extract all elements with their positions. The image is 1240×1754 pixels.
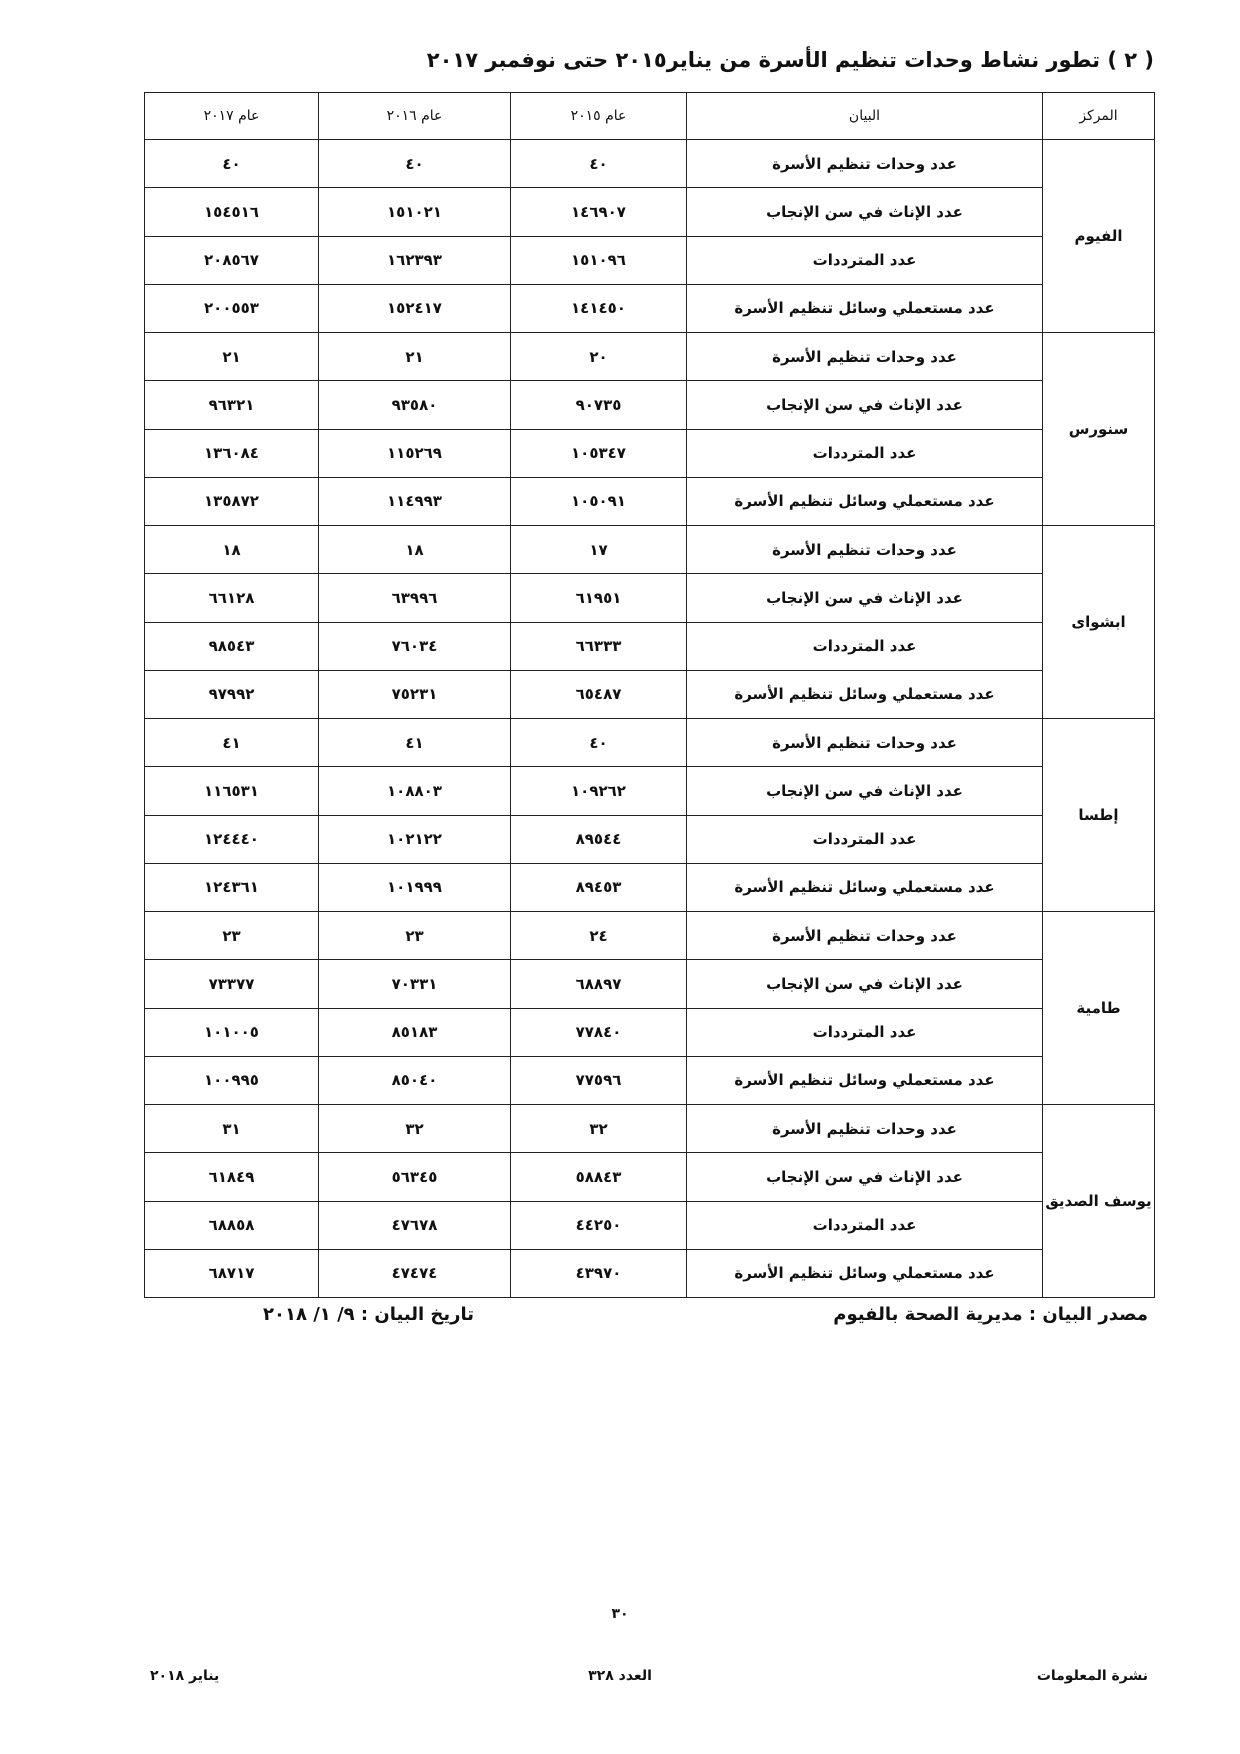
value-cell: ٤٠ [511,719,687,767]
value-cell: ٨٥١٨٣ [319,1008,511,1056]
table-row [145,477,1155,525]
indicator-cell: عدد الإناث في سن الإنجاب [687,1153,1043,1201]
value-cell: ٤٧٦٧٨ [319,1201,511,1249]
value-cell: ١٤٦٩٠٧ [511,188,687,236]
center-name-cell: سنورس [1043,333,1155,526]
indicator-cell: عدد وحدات تنظيم الأسرة [687,719,1043,767]
value-cell: ٢١ [145,333,319,381]
table-body [145,140,1155,1298]
indicator-cell: عدد وحدات تنظيم الأسرة [687,1105,1043,1153]
value-cell: ٤٣٩٧٠ [511,1249,687,1297]
table-row [145,381,1155,429]
column-header: عام ٢٠١٧ [145,93,319,140]
table-row [145,1153,1155,1201]
value-cell: ١٣٦٠٨٤ [145,429,319,477]
table-row [145,670,1155,718]
table-row [145,574,1155,622]
value-cell: ٢٠٠٥٥٣ [145,284,319,332]
indicator-cell: عدد المترددات [687,236,1043,284]
value-cell: ١٥١٠٢١ [319,188,511,236]
table-row [145,1249,1155,1297]
center-name-cell: يوسف الصديق [1043,1105,1155,1298]
table-header-row [145,93,1155,140]
value-cell: ٧٣٣٧٧ [145,960,319,1008]
data-date-note: تاريخ البيان : ٩/ ١/ ٢٠١٨ [263,1304,474,1325]
table-row [145,960,1155,1008]
value-cell: ١١٦٥٣١ [145,767,319,815]
value-cell: ٢٣ [319,912,511,960]
value-cell: ٦٦٣٣٣ [511,622,687,670]
value-cell: ٥٨٨٤٣ [511,1153,687,1201]
table-row [145,236,1155,284]
value-cell: ٦٨٨٥٨ [145,1201,319,1249]
table-row [145,815,1155,863]
table-row [145,188,1155,236]
value-cell: ٦٨٧١٧ [145,1249,319,1297]
value-cell: ١٨ [319,526,511,574]
indicator-cell: عدد وحدات تنظيم الأسرة [687,333,1043,381]
indicator-cell: عدد وحدات تنظيم الأسرة [687,140,1043,188]
indicator-cell: عدد مستعملي وسائل تنظيم الأسرة [687,863,1043,911]
value-cell: ١٦٢٣٩٣ [319,236,511,284]
value-cell: ٢٠٨٥٦٧ [145,236,319,284]
value-cell: ١٠٥٣٤٧ [511,429,687,477]
center-name-cell: طامية [1043,912,1155,1105]
value-cell: ١٧ [511,526,687,574]
table-row [145,333,1155,381]
value-cell: ٧٧٨٤٠ [511,1008,687,1056]
value-cell: ١٥٢٤١٧ [319,284,511,332]
center-name-cell: ابشواى [1043,526,1155,719]
indicator-cell: عدد المترددات [687,622,1043,670]
footer-month: يناير ٢٠١٨ [150,1668,220,1684]
center-name-cell: إطسا [1043,719,1155,912]
value-cell: ٦١٩٥١ [511,574,687,622]
indicator-cell: عدد المترددات [687,1008,1043,1056]
indicator-cell: عدد المترددات [687,815,1043,863]
value-cell: ٧٦٠٣٤ [319,622,511,670]
value-cell: ١٠٨٨٠٣ [319,767,511,815]
value-cell: ٦٦١٢٨ [145,574,319,622]
data-source-note: مصدر البيان : مديرية الصحة بالفيوم [833,1304,1148,1325]
family-planning-table [144,92,1155,1298]
column-header: المركز [1043,93,1155,140]
value-cell: ٩٨٥٤٣ [145,622,319,670]
value-cell: ٩٦٣٢١ [145,381,319,429]
indicator-cell: عدد الإناث في سن الإنجاب [687,381,1043,429]
value-cell: ٣٢ [319,1105,511,1153]
value-cell: ٢١ [319,333,511,381]
indicator-cell: عدد مستعملي وسائل تنظيم الأسرة [687,284,1043,332]
value-cell: ٢٤ [511,912,687,960]
value-cell: ٨٥٠٤٠ [319,1056,511,1104]
indicator-cell: عدد مستعملي وسائل تنظيم الأسرة [687,1056,1043,1104]
indicator-cell: عدد الإناث في سن الإنجاب [687,188,1043,236]
value-cell: ٤٠ [319,140,511,188]
center-name-cell: الفيوم [1043,140,1155,333]
table-row [145,429,1155,477]
value-cell: ٦٨٨٩٧ [511,960,687,1008]
indicator-cell: عدد الإناث في سن الإنجاب [687,767,1043,815]
footer-publication: نشرة المعلومات [1036,1668,1148,1684]
value-cell: ٦٣٩٩٦ [319,574,511,622]
table-row [145,1105,1155,1153]
value-cell: ٤٠ [145,140,319,188]
indicator-cell: عدد المترددات [687,1201,1043,1249]
value-cell: ٧٥٢٣١ [319,670,511,718]
value-cell: ١٠١٩٩٩ [319,863,511,911]
value-cell: ١٤١٤٥٠ [511,284,687,332]
page-number: ٣٠ [611,1606,629,1622]
value-cell: ٩٠٧٣٥ [511,381,687,429]
indicator-cell: عدد المترددات [687,429,1043,477]
column-header: عام ٢٠١٥ [511,93,687,140]
page-title: ( ٢ ) تطور نشاط وحدات تنظيم الأسرة من يناير٢٠١٥ حتى نوفمبر ٢٠١٧ [426,48,1154,72]
value-cell: ١١٥٢٦٩ [319,429,511,477]
indicator-cell: عدد مستعملي وسائل تنظيم الأسرة [687,477,1043,525]
value-cell: ٤١ [319,719,511,767]
value-cell: ١٥١٠٩٦ [511,236,687,284]
value-cell: ٤١ [145,719,319,767]
value-cell: ١٨ [145,526,319,574]
value-cell: ٣٢ [511,1105,687,1153]
value-cell: ٩٣٥٨٠ [319,381,511,429]
value-cell: ٢٣ [145,912,319,960]
value-cell: ١٥٤٥١٦ [145,188,319,236]
value-cell: ١٠٢١٢٢ [319,815,511,863]
table-row [145,719,1155,767]
value-cell: ١٠٥٠٩١ [511,477,687,525]
indicator-cell: عدد مستعملي وسائل تنظيم الأسرة [687,1249,1043,1297]
indicator-cell: عدد مستعملي وسائل تنظيم الأسرة [687,670,1043,718]
table-row [145,1056,1155,1104]
value-cell: ٧٧٥٩٦ [511,1056,687,1104]
table-row [145,284,1155,332]
indicator-cell: عدد الإناث في سن الإنجاب [687,574,1043,622]
table-row [145,912,1155,960]
value-cell: ٦٥٤٨٧ [511,670,687,718]
indicator-cell: عدد وحدات تنظيم الأسرة [687,526,1043,574]
value-cell: ٤٠ [511,140,687,188]
indicator-cell: عدد الإناث في سن الإنجاب [687,960,1043,1008]
value-cell: ١١٤٩٩٣ [319,477,511,525]
table-row [145,526,1155,574]
value-cell: ١٠٠٩٩٥ [145,1056,319,1104]
column-header: عام ٢٠١٦ [319,93,511,140]
value-cell: ٧٠٣٣١ [319,960,511,1008]
value-cell: ٩٧٩٩٢ [145,670,319,718]
value-cell: ١٠١٠٠٥ [145,1008,319,1056]
table-row [145,140,1155,188]
value-cell: ١٢٤٣٦١ [145,863,319,911]
value-cell: ٢٠ [511,333,687,381]
table-row [145,622,1155,670]
value-cell: ٦١٨٤٩ [145,1153,319,1201]
table-row [145,767,1155,815]
value-cell: ١٢٤٤٤٠ [145,815,319,863]
table-row [145,1201,1155,1249]
value-cell: ١٠٩٢٦٢ [511,767,687,815]
value-cell: ٨٩٥٤٤ [511,815,687,863]
indicator-cell: عدد وحدات تنظيم الأسرة [687,912,1043,960]
footer-issue: العدد ٣٢٨ [588,1668,652,1684]
value-cell: ٥٦٣٤٥ [319,1153,511,1201]
value-cell: ٣١ [145,1105,319,1153]
value-cell: ٤٧٤٧٤ [319,1249,511,1297]
table-row [145,863,1155,911]
column-header: البيان [687,93,1043,140]
value-cell: ١٣٥٨٧٢ [145,477,319,525]
table-row [145,1008,1155,1056]
value-cell: ٨٩٤٥٣ [511,863,687,911]
value-cell: ٤٤٢٥٠ [511,1201,687,1249]
